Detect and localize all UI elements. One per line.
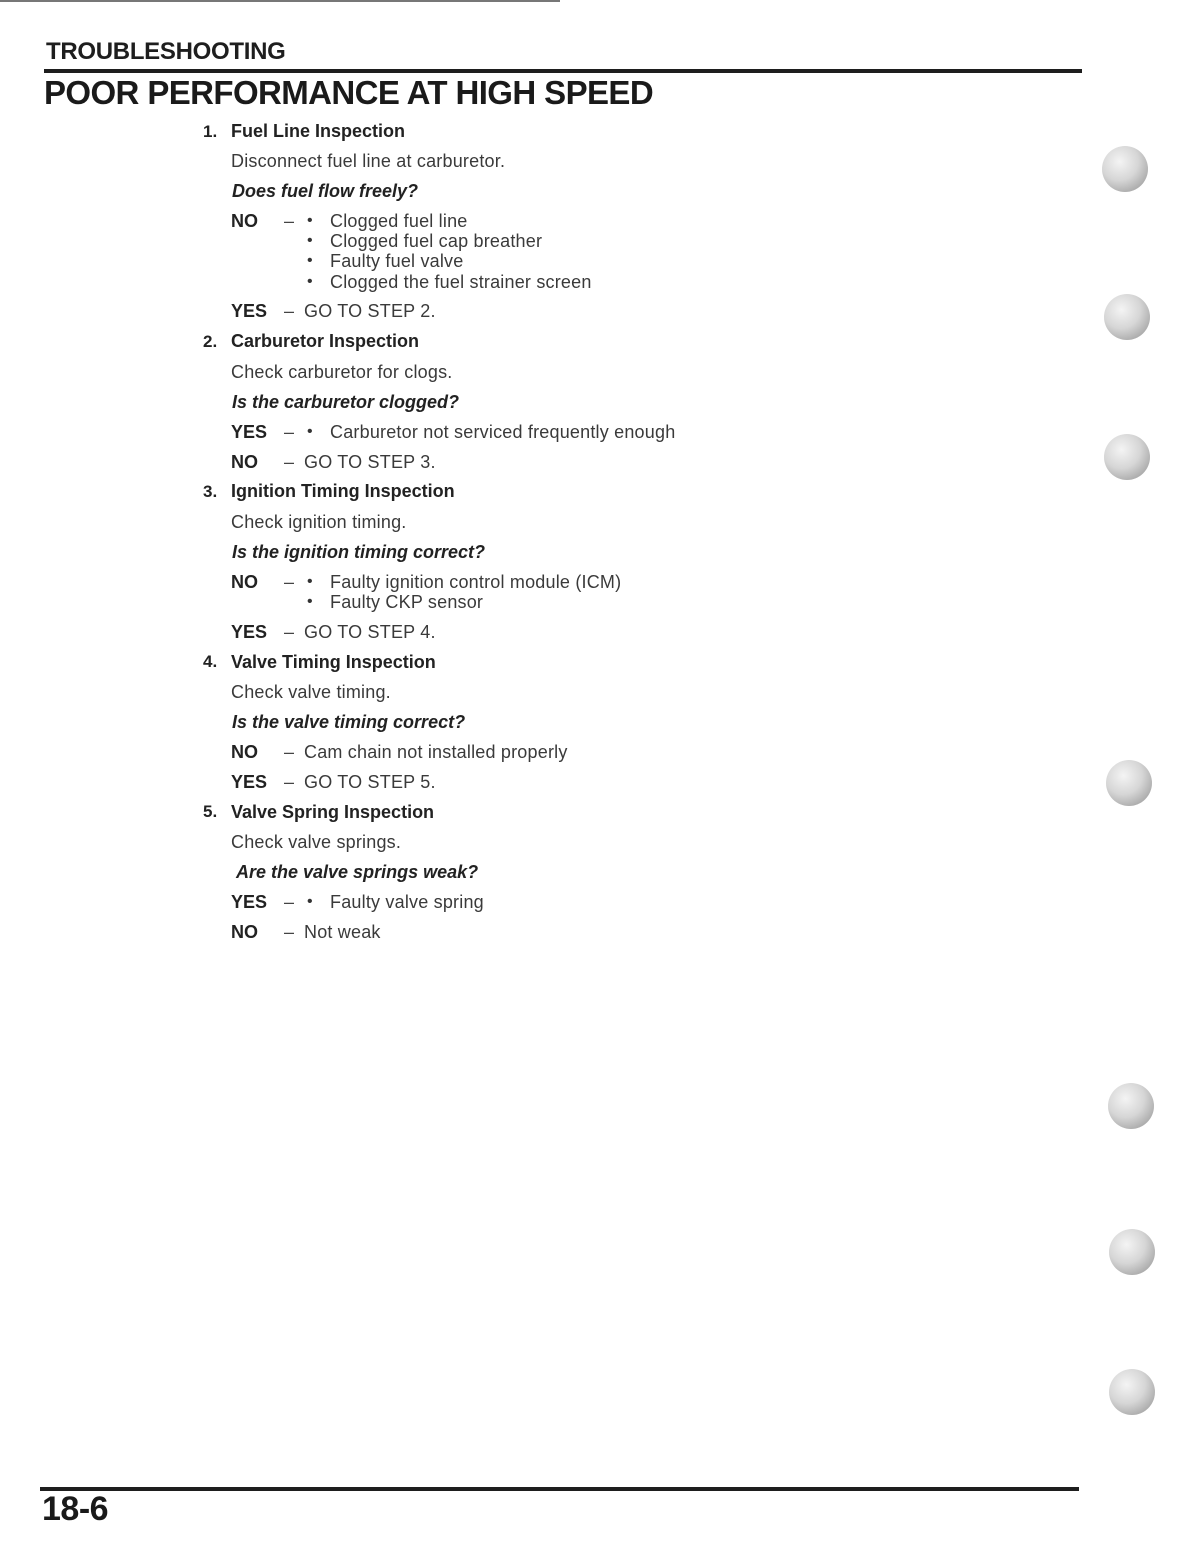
result-item: Carburetor not serviced frequently enough (330, 422, 676, 442)
step-instruction: Disconnect fuel line at carburetor. (231, 151, 506, 171)
dash: – (284, 892, 295, 912)
dash: – (284, 452, 295, 472)
step-title: Carburetor Inspection (231, 331, 420, 351)
result-text: GO TO STEP 3. (304, 452, 436, 472)
dash: – (284, 422, 295, 442)
step-instruction: Check ignition timing. (231, 512, 407, 532)
dash: – (284, 622, 295, 642)
binder-hole (1104, 294, 1150, 340)
dash: – (284, 922, 295, 942)
result-item: Clogged fuel line (330, 211, 468, 231)
dash: – (284, 211, 295, 231)
result-text: GO TO STEP 5. (304, 772, 436, 792)
answer-label: NO (231, 211, 258, 231)
answer-label: NO (231, 742, 258, 762)
step-question: Are the valve springs weak? (236, 862, 479, 882)
result-text: Not weak (304, 922, 381, 942)
section-label: TROUBLESHOOTING (46, 38, 286, 65)
step-title: Ignition Timing Inspection (231, 481, 455, 501)
page-number: 18-6 (42, 1490, 109, 1528)
answer-label: NO (231, 572, 258, 592)
binder-hole (1108, 1083, 1154, 1129)
bullet: • (307, 232, 313, 249)
result-text: Cam chain not installed properly (304, 742, 568, 762)
result-text: GO TO STEP 2. (304, 301, 436, 321)
dash: – (284, 572, 295, 592)
result-item: Faulty valve spring (330, 892, 484, 912)
bullet: • (307, 593, 313, 610)
step-question: Is the valve timing correct? (232, 712, 466, 732)
answer-label: NO (231, 922, 258, 942)
binder-hole (1109, 1369, 1155, 1415)
header-rule (44, 69, 1082, 73)
step-number: 4. (203, 652, 218, 671)
binder-hole (1102, 146, 1148, 192)
result-item: Clogged fuel cap breather (330, 231, 543, 251)
answer-label: YES (231, 892, 268, 912)
answer-label: YES (231, 422, 268, 442)
step-instruction: Check valve timing. (231, 682, 391, 702)
answer-label: YES (231, 301, 268, 321)
step-title: Valve Spring Inspection (231, 802, 435, 822)
answer-label: YES (231, 622, 268, 642)
dash: – (284, 772, 295, 792)
step-question: Is the ignition timing correct? (232, 542, 486, 562)
binder-hole (1104, 434, 1150, 480)
step-number: 5. (203, 802, 218, 821)
step-instruction: Check valve springs. (231, 832, 402, 852)
answer-label: NO (231, 452, 258, 472)
bullet: • (307, 573, 313, 590)
bullet: • (307, 252, 313, 269)
result-text: GO TO STEP 4. (304, 622, 436, 642)
dash: – (284, 301, 295, 321)
result-item: Clogged the fuel strainer screen (330, 272, 592, 292)
result-item: Faulty fuel valve (330, 251, 464, 271)
step-instruction: Check carburetor for clogs. (231, 362, 453, 382)
step-title: Fuel Line Inspection (231, 121, 406, 141)
bullet: • (307, 273, 313, 290)
step-question: Does fuel flow freely? (232, 181, 419, 201)
result-item: Faulty ignition control module (ICM) (330, 572, 622, 592)
bullet: • (307, 893, 313, 910)
step-title: Valve Timing Inspection (231, 652, 436, 672)
bullet: • (307, 423, 313, 440)
bullet: • (307, 212, 313, 229)
step-number: 3. (203, 482, 218, 501)
footer-rule (40, 1487, 1079, 1491)
step-number: 1. (203, 122, 218, 141)
answer-label: YES (231, 772, 268, 792)
binder-hole (1106, 760, 1152, 806)
page-title: POOR PERFORMANCE AT HIGH SPEED (44, 74, 654, 111)
binder-hole (1109, 1229, 1155, 1275)
result-item: Faulty CKP sensor (330, 592, 484, 612)
step-question: Is the carburetor clogged? (232, 392, 460, 412)
top-edge-rule (0, 0, 560, 2)
dash: – (284, 742, 295, 762)
step-number: 2. (203, 332, 218, 351)
